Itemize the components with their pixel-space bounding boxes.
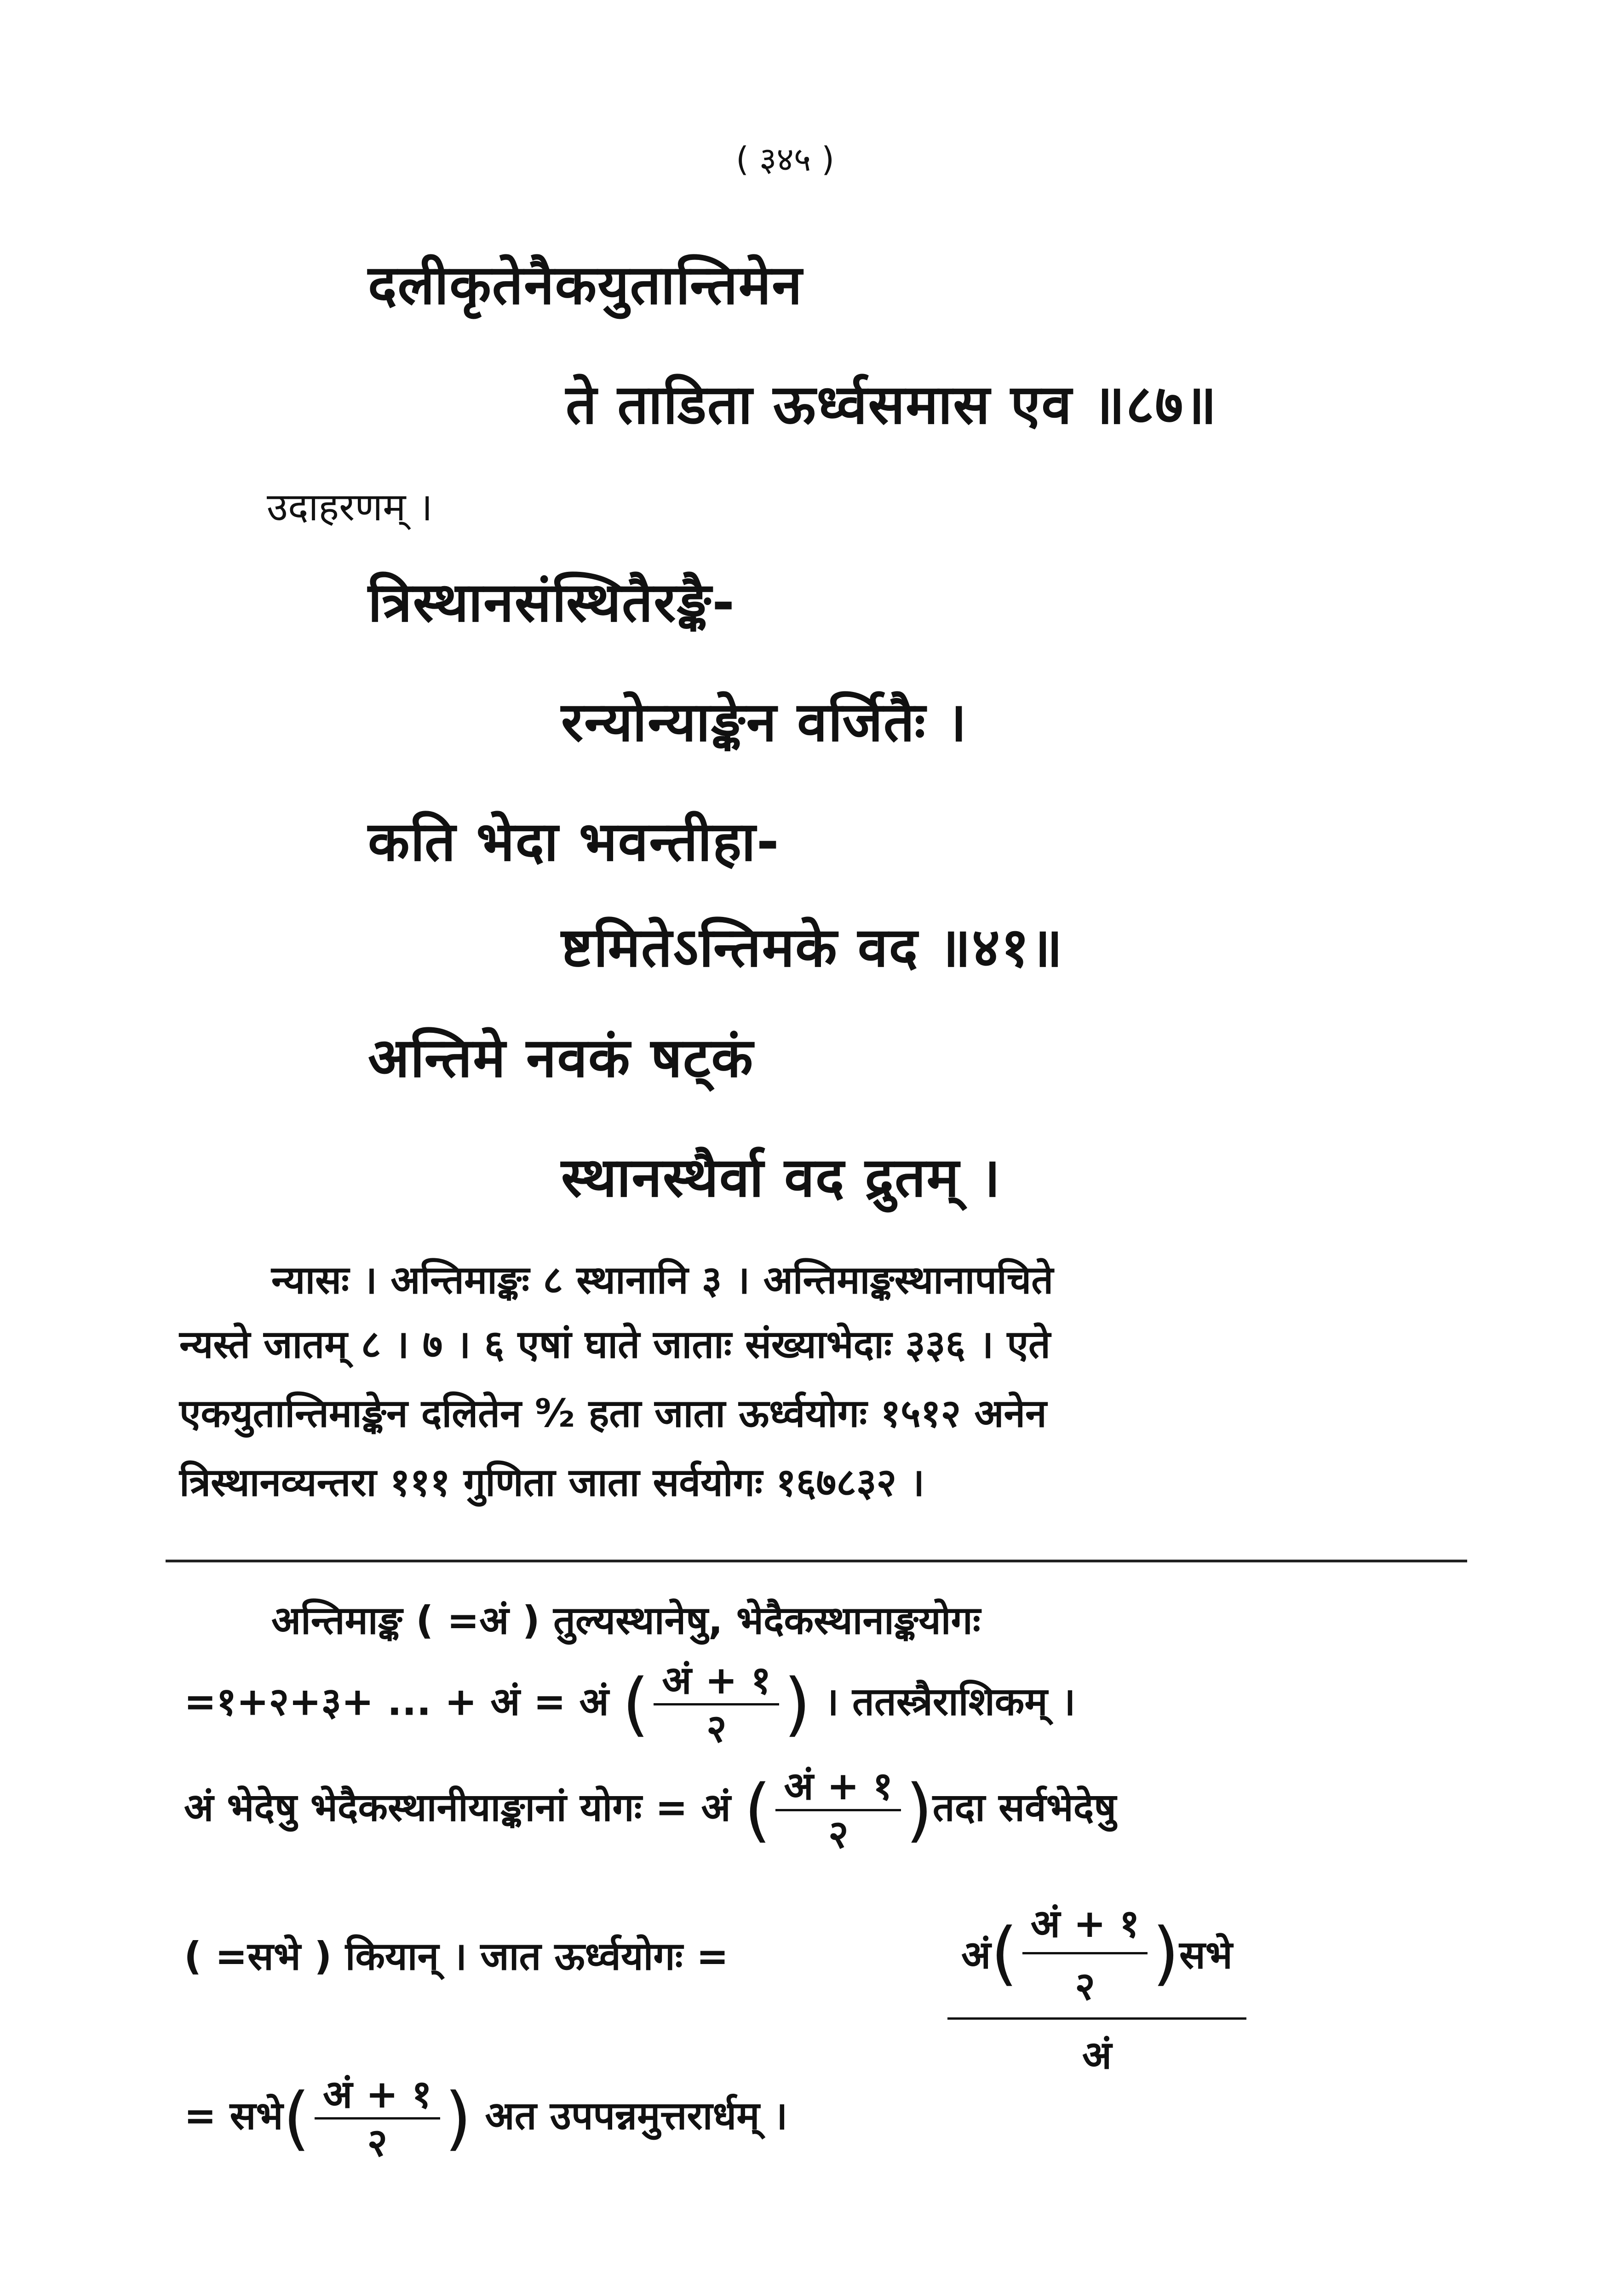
note-line-4-lead: ( =सभे ) कियान् । जात ऊर्ध्वयोगः = [184, 1934, 729, 1979]
note-line-1: अन्तिमाङ्क ( =अं ) तुल्यस्थानेषु, भेदैकस्थानाङ्कयोगः [271, 1598, 981, 1643]
example-heading: उदाहरणम् । [267, 484, 433, 530]
verse-41-line-6: स्थानस्थैर्वा वद द्रुतम् । [561, 1146, 1001, 1209]
close-paren: ) [784, 1664, 811, 1745]
fraction-denominator: २ [1075, 1964, 1095, 2009]
fraction-denominator: २ [828, 1812, 849, 1857]
fraction-denominator: २ [706, 1706, 727, 1751]
note-line-2-lead: =१+२+३+ ... + अं = अं [184, 1679, 609, 1724]
section-divider [166, 1560, 1467, 1562]
fraction-numerator: अं + १ [775, 1767, 901, 1811]
fraction-numerator: अं + १ [1022, 1895, 1148, 1954]
note-line-5-lead: = सभे [184, 2093, 283, 2138]
solution-line-3: एकयुतान्तिमाङ्केन दलितेन ⁹⁄₂ हता जाता ऊर्ध्वयोगः १५१२ अनेन [179, 1391, 1047, 1436]
close-paren: ) [1152, 1913, 1179, 1993]
open-paren: ( [991, 1913, 1018, 1993]
verse-87-line-2: ते ताडिता ऊर्ध्वसमास एव ॥८७॥ [566, 373, 1218, 436]
solution-line-4: त्रिस्थानव्यन्तरा १११ गुणिता जाता सर्वयोगः १६७८३२ । [179, 1460, 925, 1505]
note-line-2-tail: । ततस्त्रैराशिकम् । [824, 1679, 1076, 1724]
solution-line-2: न्यस्ते जातम् ८ । ७ । ६ एषां घाते जाताः संख्याभेदाः ३३६ । एते [179, 1322, 1050, 1367]
close-paren: ) [906, 1770, 933, 1850]
page-number: ( ३४५ ) [736, 140, 835, 179]
note-line-2 [184, 1658, 1076, 1751]
fraction-numerator: अं + १ [654, 1661, 779, 1705]
open-paren: ( [744, 1770, 771, 1850]
note-line-3-tail: तदा सर्वभेदेषु [932, 1785, 1116, 1830]
compound-numerator-lead: अं [961, 1932, 991, 1977]
verse-41-line-5: अन्तिमे नवकं षट्कं [368, 1026, 754, 1089]
fraction-denominator: २ [367, 2120, 388, 2165]
fraction [1022, 1895, 1148, 2011]
solution-line-1: न्यासः । अन्तिमाङ्कः ८ स्थानानि ३ । अन्तिमाङ्कस्थानापचिते [271, 1257, 1054, 1302]
fraction-numerator: अं + १ [315, 2075, 440, 2120]
verse-41-line-1: त्रिस्थानसंस्थितैरङ्कै- [368, 570, 736, 634]
fraction [315, 2072, 440, 2165]
fraction [654, 1658, 779, 1751]
fraction [775, 1763, 901, 1857]
note-line-3-lead: अं भेदेषु भेदैकस्थानीयाङ्कानां योगः = अं [184, 1785, 731, 1830]
compound-fraction-numerator [947, 1895, 1246, 2020]
verse-41-line-2: रन्योन्याङ्केन वर्जितैः । [561, 690, 968, 754]
compound-fraction-denominator: अं [1082, 2033, 1112, 2078]
compound-numerator-tail: सभे [1179, 1932, 1233, 1977]
verse-87-line-1: दलीकृतेनैकयुतान्तिमेन [368, 253, 803, 317]
verse-41-line-3: कति भेदा भवन्तीहा- [368, 810, 780, 873]
note-line-3 [184, 1763, 1116, 1857]
close-paren: ) [444, 2078, 472, 2159]
note-line-5 [184, 2072, 788, 2165]
note-line-5-tail: अत उपपन्नमुत्तरार्धम् । [485, 2093, 788, 2138]
open-paren: ( [283, 2078, 310, 2159]
verse-41-line-4: ष्टमितेऽन्तिमके वद ॥४१॥ [561, 916, 1064, 979]
open-paren: ( [622, 1664, 649, 1745]
compound-fraction [947, 1895, 1246, 2080]
